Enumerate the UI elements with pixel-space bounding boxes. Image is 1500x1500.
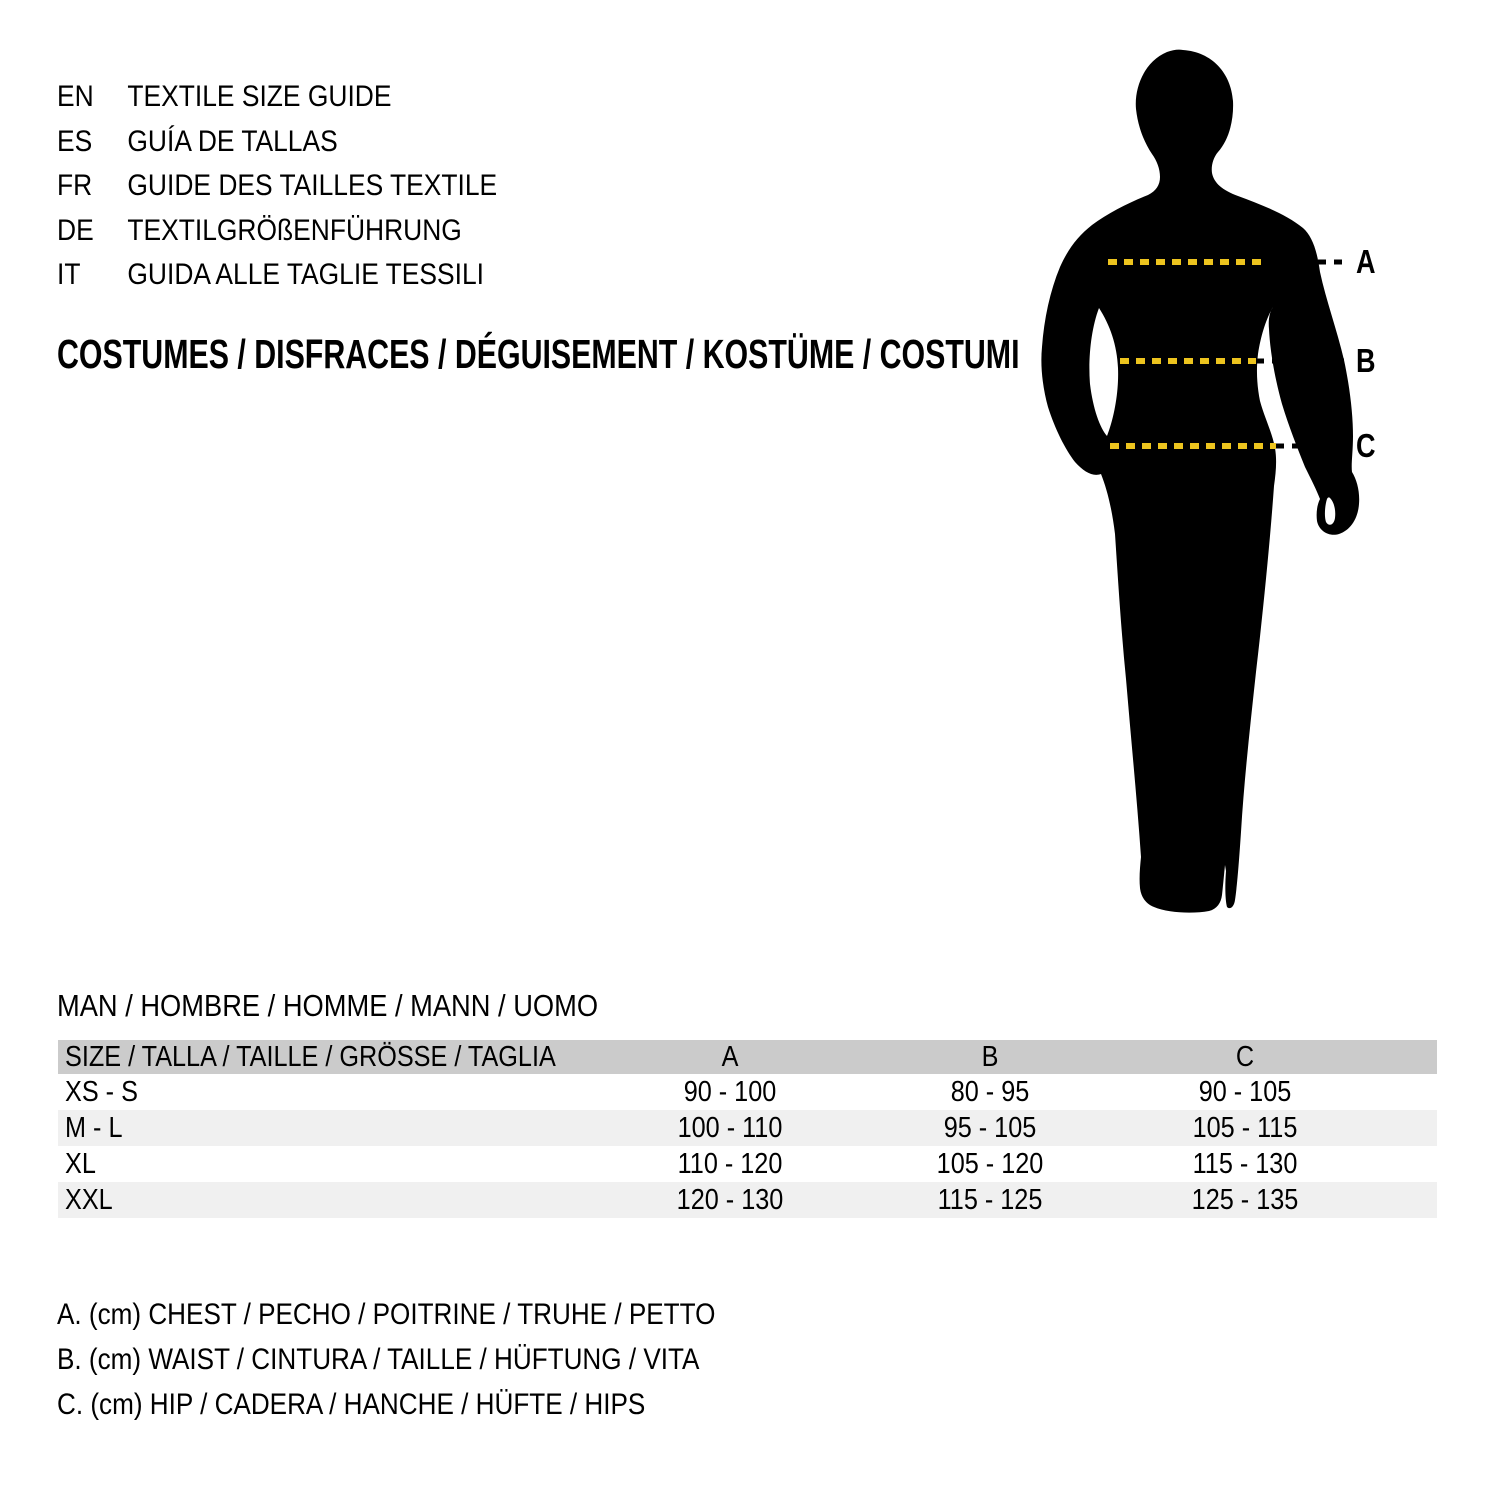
header-column-a: A [721,1041,739,1073]
chest-cell: 110 - 120 [677,1148,783,1180]
language-code: ES [57,124,93,158]
man-silhouette [1041,50,1359,913]
size-table [58,1040,1437,1218]
measure-label-a: A [1356,243,1376,280]
table-row [58,1146,1437,1182]
language-code: IT [57,258,81,291]
table-row [58,1182,1437,1218]
header-column-c: C [1235,1041,1255,1073]
chest-cell: 120 - 130 [676,1184,784,1216]
legend-line-b: B. (cm) WAIST / CINTURA / TAILLE / HÜFTUNG / VITA [57,1343,700,1376]
table-header-row [58,1040,1437,1074]
language-title: GUIDE DES TAILLES TEXTILE [127,169,498,202]
language-title: TEXTILE SIZE GUIDE [127,80,392,113]
language-code: DE [57,213,94,247]
measure-label-c: C [1356,427,1376,464]
waist-cell: 105 - 120 [936,1148,1044,1180]
language-title: GUÍA DE TALLAS [127,124,338,158]
measurement-legend [57,1292,814,1427]
legend-line-c: C. (cm) HIP / CADERA / HANCHE / HÜFTE / HIPS [57,1388,646,1421]
language-title: GUIDA ALLE TAGLIE TESSILI [127,258,484,291]
header-size-column: SIZE / TALLA / TAILLE / GRÖSSE / TAGLIA [65,1041,556,1073]
hip-cell: 115 - 130 [1192,1148,1298,1180]
chest-cell: 90 - 100 [683,1076,777,1108]
header-column-b: B [981,1041,999,1073]
size-cell: XS - S [65,1076,138,1108]
table-row [58,1074,1437,1110]
chest-cell: 100 - 110 [677,1112,783,1144]
hip-cell: 90 - 105 [1198,1076,1292,1108]
language-code: FR [57,169,93,202]
measure-label-b: B [1356,342,1376,379]
table-row [58,1110,1437,1146]
size-cell: XXL [65,1184,113,1216]
size-cell: M - L [65,1112,123,1144]
hip-cell: 125 - 135 [1191,1184,1299,1216]
waist-cell: 95 - 105 [943,1112,1037,1144]
language-code: EN [57,80,94,113]
waist-cell: 80 - 95 [950,1076,1030,1108]
section-title: MAN / HOMBRE / HOMME / MANN / UOMO [57,988,599,1023]
category-title: COSTUMES / DISFRACES / DÉGUISEMENT / KOSTÜME / COSTUMI [57,331,1020,377]
language-title: TEXTILGRÖßENFÜHRUNG [127,213,462,247]
legend-line-a: A. (cm) CHEST / PECHO / POITRINE / TRUHE / PETTO [57,1298,716,1331]
size-cell: XL [65,1148,96,1180]
waist-cell: 115 - 125 [937,1184,1043,1216]
hip-cell: 105 - 115 [1192,1112,1298,1144]
